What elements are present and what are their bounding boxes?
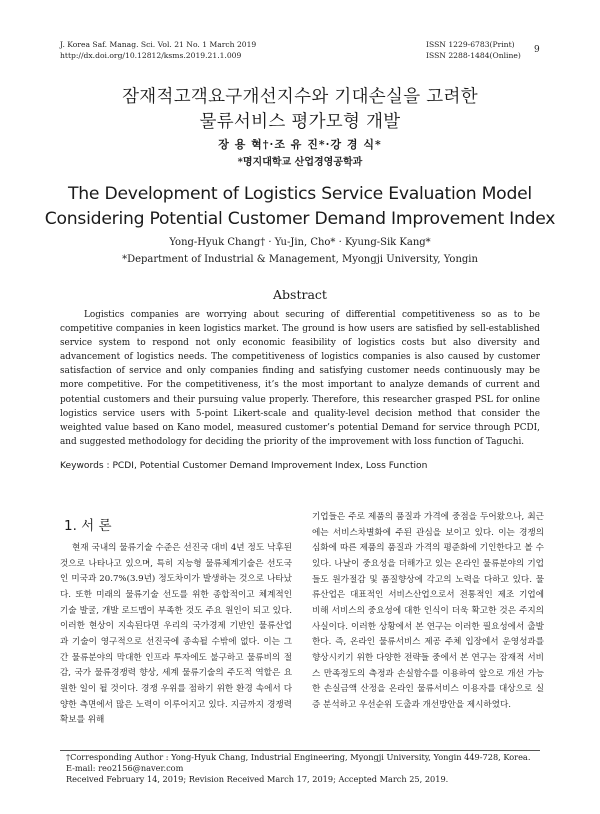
korean-title-line1: 잠재적고객요구개선지수와 기대손실을 고려한 — [122, 87, 478, 107]
body-column-left: 현재 국내의 물류기술 수준은 선진국 대비 4년 정도 낙후된 것으로 나타나고 있으며, 특히 지능형 물류체계기술은 선도국인 미국과 20.7%(3.9년) 정도차이가 발생하는 것으로 나타났다. 또한 미래의 물류기술 선도를 위한 종합적이고 체계적인 기술 발굴, 개발 로드맵이 부족한 것도 주요 원인이 되고 있다. 이러한 현상이 지속된다면 우리의 국가경제 기반인 물류산업과 기술이 영구적으로 선진국에 종속될 수밖에 없다. 이는 그간 물류분야의 막대한 인프라 투자에도 불구하고 물류비의 절감, 국가 물류경쟁력 향상, 세계 물류기술의 주도적 역할은 요원한 일이 될 것이다. 경쟁 우위를 점하기 위한 환경 속에서 다양한 측면에서 많은 노력이 이루어지고 있다. 지금까지 경쟁력 확보를 위해 — [60, 543, 292, 726]
korean-affiliation: *명지대학교 산업경영공학과 — [237, 157, 363, 168]
section-title: 1. 서 론 — [64, 518, 112, 534]
abstract-heading: Abstract — [273, 287, 327, 302]
keywords — [60, 461, 540, 471]
page-number: 9 — [534, 45, 540, 55]
english-title-line2: Considering Potential Customer Demand Improvement Index — [44, 209, 556, 229]
abstract-body: Logistics companies are worrying about securing of differential competitiveness so as to be competitive companies in keen logistics market. The ground is how users are satisfied by sell-established service system to respond not only economic feasibility of logistics costs but also diversity and advancement of logistics needs. The competitiveness of logistics companies is also caused by customer satisfaction of service and only companies finding and satisfying customer needs continuously may be more competitive. For the competitiveness, it’s the most important to analyze demands of current and potential customers and their pursuing value properly. Therefore, this researcher grasped PSL for online logistics service users with 5-point Likert-scale and quality-level decision method that consider the weighted value based on Kano model, measured customer’s potential Demand for service through PCDI, and suggested methodology for deciding the priority of the improvement with loss function of Taguchi. — [60, 310, 540, 447]
footnote — [60, 752, 540, 786]
english-affiliation: *Department of Industrial & Management, Myongji University, Yongin — [122, 254, 478, 265]
korean-title-line2: 물류서비스 평가모형 개발 — [199, 112, 401, 132]
body-column-right: 기업들은 주로 제품의 품질과 가격에 중점을 두어왔으나, 최근에는 서비스차별화에 주된 관심을 보이고 있다. 이는 경쟁의 심화에 따른 제품의 품질과 가격의 평준화에 기인한다고 볼 수 있다. 나날이 중요성을 더해가고 있는 온라인 물류분야의 기업들도 원가절감 및 품질향상에 각고의 노력을 다하고 있다. 물류산업은 대표적인 서비스산업으로서 전통적인 제조 기업에 비해 서비스의 중요성에 대한 인식이 더욱 확고한 것은 주지의 사실이다. 이러한 상황에서 본 연구는 이러한 필요성에서 출발한다. 즉, 온라인 물류서비스 제공 주체 입장에서 운영성과를 향상시키기 위한 다양한 전략들 중에서 본 연구는 잠재적 서비스 만족정도의 측정과 손실함수를 이용하여 앞으로 개선 가능한 손실금액 산정을 온라인 물류서비스 이용자를 대상으로 실증 분석하고 우선순위 도출과 개선방안을 제시하였다. — [312, 512, 544, 710]
corresponding-author: †Corresponding Author : Yong-Hyuk Chang, Industrial Engineering, Myongji University, Yongin 449-728, Korea. — [66, 752, 531, 762]
korean-authors: 장 용 혁†·조 유 진*·강 경 식* — [218, 138, 382, 151]
doi-link[interactable]: http://dx.doi.org/10.12812/ksms.2019.21.1.009 — [60, 50, 242, 60]
footnote-divider — [60, 750, 540, 751]
received-dates: Received February 14, 2019; Revision Received March 17, 2019; Accepted March 25, 2019. — [66, 774, 449, 785]
keywords-label: Keywords : — [60, 461, 110, 471]
journal-line: J. Korea Saf. Manag. Sci. Vol. 21 No. 1 March 2019 — [60, 40, 257, 49]
header-left — [60, 40, 256, 61]
keywords-list: PCDI, Potential Customer Demand Improvement Index, Loss Function — [112, 461, 428, 471]
english-title-line1: The Development of Logistics Service Evaluation Model — [68, 184, 532, 204]
issn-online: ISSN 2288-1484(Online) — [426, 50, 521, 60]
issn-print: ISSN 1229-6783(Print) — [426, 40, 515, 49]
header-right — [426, 40, 521, 61]
english-authors: Yong-Hyuk Chang† · Yu-Jin, Cho* · Kyung-Sik Kang* — [169, 237, 431, 248]
author-email[interactable]: E-mail: reo2156@naver.com — [66, 763, 184, 774]
